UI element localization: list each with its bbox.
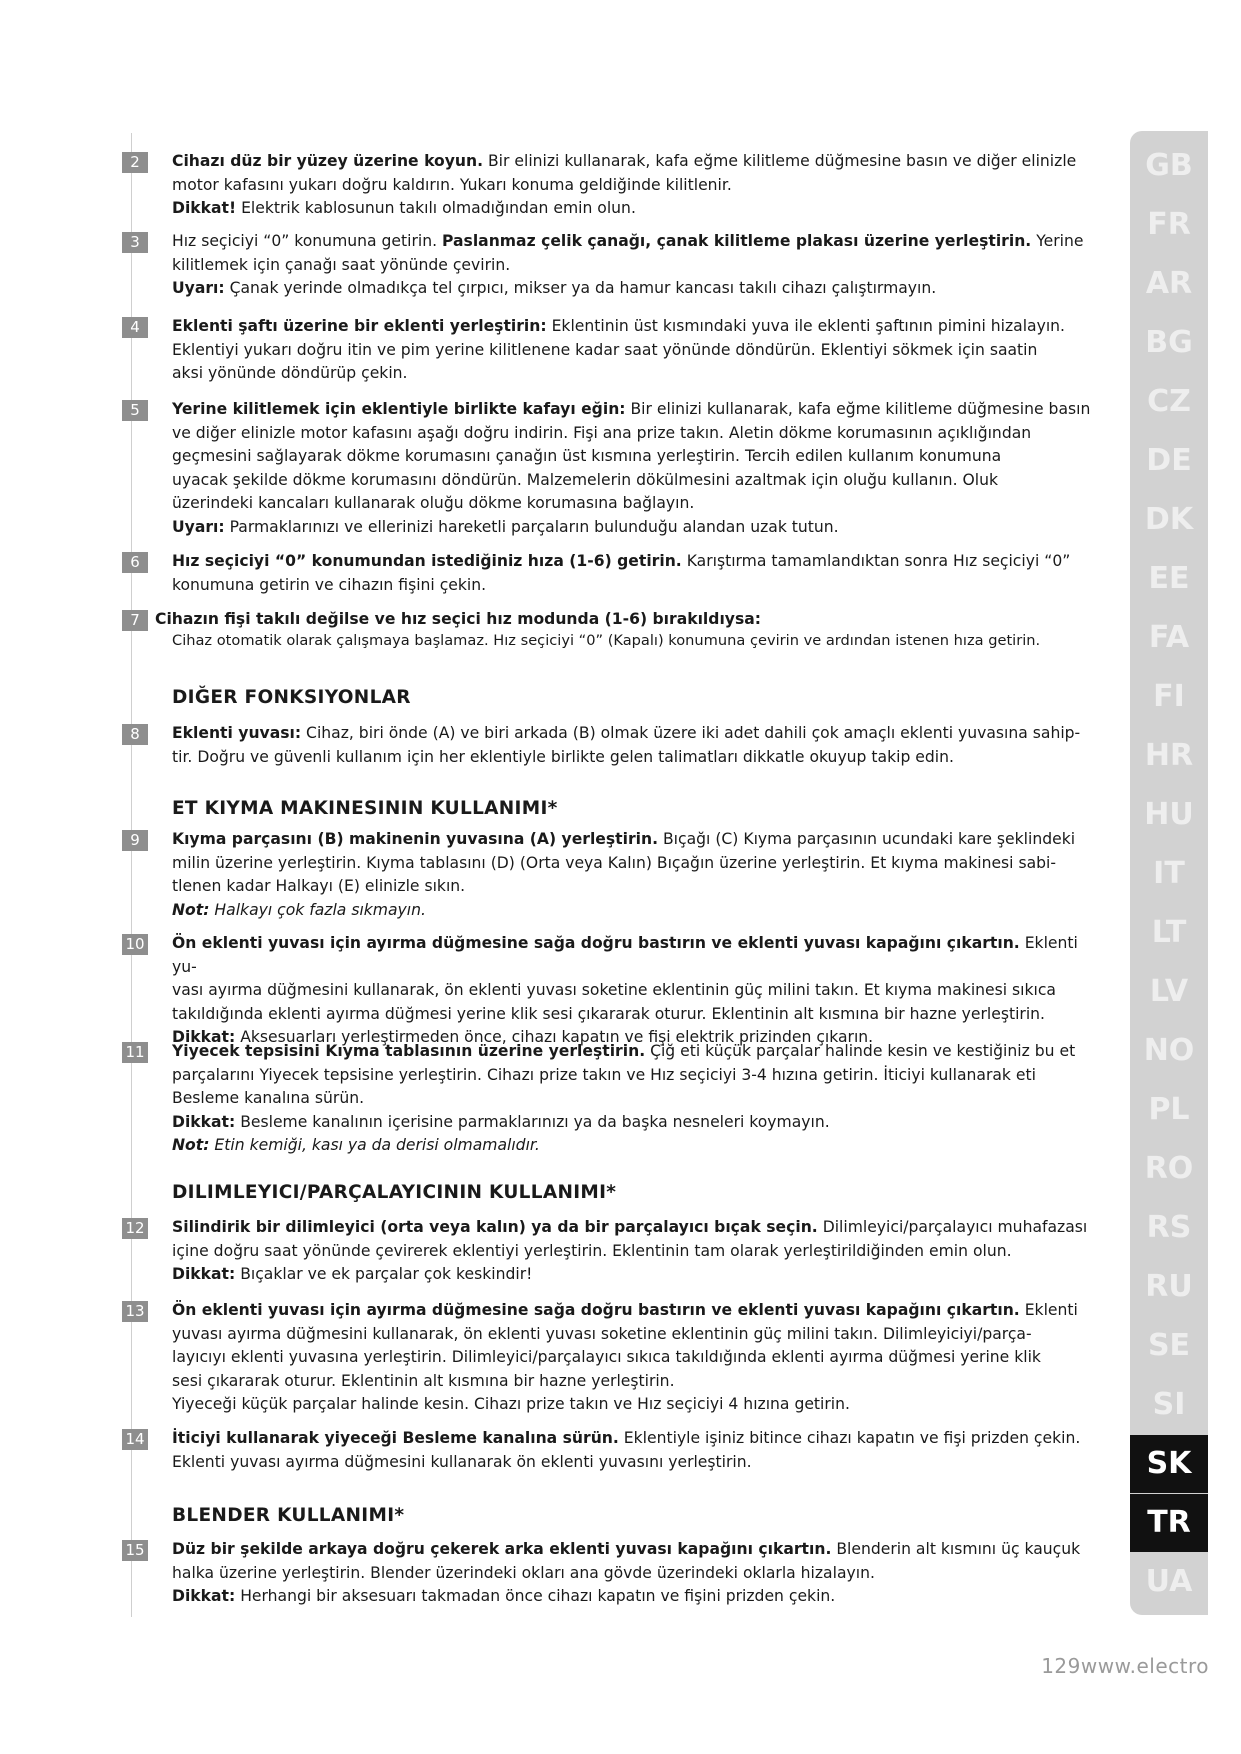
step-text: içine doğru saat yönünde çevirerek eklentiyi yerleştirin. Eklentinin tam olarak yerleştirildiğinden emin olun. — [172, 1241, 1012, 1260]
step-text: Eklentiyle işiniz bitince cihazı kapatın ve fişi prizden çekin. — [618, 1429, 1081, 1447]
note-label: Not: — [172, 1136, 210, 1155]
warning-text: Parmaklarınızı ve ellerinizi hareketli parçaların bulunduğu alandan uzak tutun. — [224, 517, 839, 536]
language-tab-fr: FR — [1147, 207, 1191, 242]
language-tab-pl: PL — [1148, 1092, 1190, 1127]
step-lead: Paslanmaz çelik çanağı, çanak kilitleme plakası üzerine yerleştirin. — [442, 232, 1032, 250]
step-text: Bıçağı (C) Kıyma parçasının ucundaki kare şeklindeki — [658, 830, 1076, 848]
step-number: 7 — [122, 610, 148, 631]
step-text: üzerindeki kancaları kullanarak oluğu dökme korumasına bağlayın. — [172, 494, 695, 513]
language-tab-lv: LV — [1149, 974, 1189, 1009]
step-10 — [122, 932, 1097, 1050]
note-label: Not: — [172, 900, 210, 919]
section-heading-slicer: DILIMLEYICI/PARÇALAYICININ KULLANIMI* — [172, 1182, 617, 1203]
language-tab-de: DE — [1146, 443, 1192, 478]
language-tab-ua: UA — [1145, 1564, 1193, 1599]
step-number: 5 — [122, 400, 148, 421]
warning-text: Aksesuarları yerleştirmeden önce, cihazı kapatın ve fişi elektrik prizinden çıkarın. — [235, 1028, 874, 1047]
step-text: Eklenti — [1019, 1301, 1078, 1319]
language-tab-rs: RS — [1146, 1210, 1192, 1245]
page-footer — [1041, 1654, 1209, 1678]
step-text: Eklenti yu- — [172, 934, 1078, 976]
language-tab-dk: DK — [1144, 502, 1194, 537]
language-tab-no: NO — [1143, 1033, 1195, 1068]
warning-text: Besleme kanalının içerisine parmaklarınızı ya da başka nesneleri koymayın. — [235, 1112, 830, 1131]
step-text: Bir elinizi kullanarak, kafa eğme kilitleme düğmesine basın — [625, 400, 1091, 418]
step-6 — [122, 550, 1097, 597]
warning-text: Elektrik kablosunun takılı olmadığından emin olun. — [236, 199, 636, 218]
step-lead: Eklenti yuvası: — [172, 724, 302, 742]
step-14 — [122, 1427, 1097, 1474]
language-tab-gb: GB — [1145, 148, 1193, 183]
warning-label: Dikkat: — [172, 1587, 236, 1606]
step-number: 10 — [122, 934, 148, 955]
warning-label: Dikkat: — [172, 1112, 236, 1131]
language-tab-ro: RO — [1144, 1151, 1194, 1186]
page-number: 129 — [1041, 1654, 1081, 1678]
warning-text: Bıçaklar ve ek parçalar çok keskindir! — [235, 1265, 533, 1284]
step-text: yuvası ayırma düğmesini kullanarak, ön eklenti yuvası soketine eklentinin güç milini takın. Dilimleyiciyi/parça- — [172, 1324, 1032, 1343]
language-tab-ar: AR — [1145, 266, 1193, 301]
step-text: parçalarını Yiyecek tepsisine yerleştirin. Cihazı prize takın ve Hız seçiciyi 3-4 hızına getirin. İticiyi kullanarak eti — [172, 1065, 1036, 1084]
step-8 — [122, 722, 1097, 769]
step-12 — [122, 1216, 1097, 1287]
step-text: Karıştırma tamamlandıktan sonra Hız seçiciyi “0” — [681, 552, 1071, 570]
step-lead: Ön eklenti yuvası için ayırma düğmesine sağa doğru bastırın ve eklenti yuvası kapağını çıkartın. — [172, 934, 1020, 952]
language-tab-hu: HU — [1144, 797, 1194, 832]
warning-text: Çanak yerinde olmadıkça tel çırpıcı, mikser ya da hamur kancası takılı cihazı çalıştırmayın. — [224, 279, 937, 298]
step-number: 3 — [122, 232, 148, 253]
step-lead: Hız seçiciyi “0” konumundan istediğiniz hıza (1-6) getirin. — [172, 552, 682, 570]
language-tab-se: SE — [1147, 1328, 1191, 1363]
step-lead: İticiyi kullanarak yiyeceği Besleme kanalına sürün. — [172, 1429, 619, 1447]
step-text: Eklentiyi yukarı doğru itin ve pim yerine kilitlenene kadar saat yönünde döndürün. Eklentiyi sökmek için saatin — [172, 340, 1038, 359]
language-tab-bg: BG — [1145, 325, 1193, 360]
step-number: 12 — [122, 1218, 148, 1239]
step-number: 2 — [122, 152, 148, 173]
step-number: 15 — [122, 1540, 148, 1561]
step-text: takıldığında eklenti ayırma düğmesi yerine klik sesi çıkararak oturur. Eklentinin alt kısmına bir hazne yerleştirin. — [172, 1004, 1045, 1023]
step-lead: Yerine kilitlemek için eklentiyle birlikte kafayı eğin: — [172, 400, 626, 418]
step-15 — [122, 1538, 1097, 1609]
language-tab-si: SI — [1152, 1387, 1186, 1422]
step-text: milin üzerine yerleştirin. Kıyma tablasını (D) (Orta veya Kalın) Bıçağın üzerine yerleştirin. Et kıyma makinesi sabi- — [172, 853, 1056, 872]
language-tab-ee: EE — [1148, 561, 1190, 596]
footer-site: www.electro — [1080, 1654, 1209, 1678]
language-tab-tr: TR — [1130, 1494, 1208, 1552]
language-tab-hr: HR — [1144, 738, 1194, 773]
warning-label: Dikkat: — [172, 1265, 236, 1284]
step-text: Cihaz, biri önde (A) ve biri arkada (B) olmak üzere iki adet dahili çok amaçlı eklenti yuvasına sahip- — [301, 724, 1081, 742]
step-text: aksi yönünde döndürüp çekin. — [172, 364, 408, 383]
step-2 — [122, 150, 1097, 221]
language-tab-strip — [1130, 131, 1208, 1615]
step-text: Yerine — [1031, 232, 1084, 250]
step-text: Hız seçiciyi “0” konumuna getirin. — [172, 232, 443, 250]
step-lead: Kıyma parçasını (B) makinenin yuvasına (A) yerleştirin. — [172, 830, 659, 848]
language-tab-fi: FI — [1153, 679, 1185, 714]
language-tab-lt: LT — [1151, 915, 1187, 950]
step-text: tir. Doğru ve güvenli kullanım için her eklentiyle birlikte gelen talimatları dikkatle okuyup takip edin. — [172, 747, 954, 766]
step-text: uyacak şekilde dökme korumasını döndürün. Malzemelerin dökülmesini azaltmak için oluğu kullanın. Oluk — [172, 470, 999, 489]
step-number: 8 — [122, 724, 148, 745]
step-text: sesi çıkararak oturur. Eklentinin alt kısmına bir hazne yerleştirin. — [172, 1371, 675, 1390]
step-3 — [122, 230, 1097, 301]
step-lead: Cihazı düz bir yüzey üzerine koyun. — [172, 152, 484, 170]
step-11 — [122, 1040, 1097, 1158]
step-text: geçmesini sağlayarak dökme korumasını çanağın üst kısmına yerleştirin. Tercih edilen kullanım konumuna — [172, 447, 1002, 466]
step-lead: Yiyecek tepsisini Kıyma tablasının üzerine yerleştirin. — [172, 1042, 646, 1060]
step-text: Eklentinin üst kısmındaki yuva ile eklenti şaftının pimini hizalayın. — [546, 317, 1065, 335]
section-heading-meat-grinder: ET KIYMA MAKINESININ KULLANIMI* — [172, 798, 558, 819]
section-heading-blender: BLENDER KULLANIMI* — [172, 1505, 405, 1526]
step-lead: Düz bir şekilde arkaya doğru çekerek arka eklenti yuvası kapağını çıkartın. — [172, 1540, 832, 1558]
step-7 — [122, 608, 1097, 649]
step-lead: Silindirik bir dilimleyici (orta veya kalın) ya da bir parçalayıcı bıçak seçin. — [172, 1218, 818, 1236]
step-13 — [122, 1299, 1097, 1417]
language-tab-ru: RU — [1145, 1269, 1193, 1304]
step-text: halka üzerine yerleştirin. Blender üzerindeki okları ana gövde üzerindeki oklarla hizalayın. — [172, 1563, 875, 1582]
language-tab-cz: CZ — [1147, 384, 1191, 419]
language-tab-sk: SK — [1130, 1435, 1208, 1493]
warning-label: Uyarı: — [172, 279, 225, 298]
warning-label: Dikkat: — [172, 1028, 236, 1047]
note-text: Halkayı çok fazla sıkmayın. — [209, 900, 426, 919]
warning-label: Uyarı: — [172, 517, 225, 536]
step-number: 14 — [122, 1429, 148, 1450]
step-text: ve diğer elinizle motor kafasını aşağı doğru indirin. Fişi ana prize takın. Aletin dökme korumasının açıklığından — [172, 423, 1032, 442]
note-text: Etin kemiği, kası ya da derisi olmamalıdır. — [209, 1136, 540, 1155]
step-text: tlenen kadar Halkayı (E) elinizle sıkın. — [172, 877, 466, 896]
step-lead: Ön eklenti yuvası için ayırma düğmesine sağa doğru bastırın ve eklenti yuvası kapağını çıkartın. — [172, 1301, 1020, 1319]
step-text: Besleme kanalına sürün. — [172, 1089, 365, 1108]
section-heading-other-functions: DIĞER FONKSIYONLAR — [172, 687, 411, 708]
step-text: motor kafasını yukarı doğru kaldırın. Yukarı konuma geldiğinde kilitlenir. — [172, 175, 732, 194]
step-text: vası ayırma düğmesini kullanarak, ön eklenti yuvası soketine eklentinin güç milini takın. Et kıyma makinesi sıkıca — [172, 981, 1056, 1000]
step-lead: Eklenti şaftı üzerine bir eklenti yerleştirin: — [172, 317, 547, 335]
step-5 — [122, 398, 1097, 540]
step-number: 6 — [122, 552, 148, 573]
step-number: 4 — [122, 317, 148, 338]
step-text: Çiğ eti küçük parçalar halinde kesin ve kestiğiniz bu et — [645, 1042, 1076, 1060]
step-text: kilitlemek için çanağı saat yönünde çevirin. — [172, 255, 511, 274]
step-text: Cihaz otomatik olarak çalışmaya başlamaz. Hız seçiciyi “0” (Kapalı) konumuna çevirin ve ardından istenen hıza getirin. — [172, 631, 1041, 649]
step-text: layıcıyı eklenti yuvasına yerleştirin. Dilimleyici/parçalayıcı sıkıca takıldığında eklenti ayırma düğmesi yerine klik — [172, 1348, 1041, 1367]
step-number: 11 — [122, 1042, 148, 1063]
step-lead: Cihazın fişi takılı değilse ve hız seçici hız modunda (1-6) bırakıldıysa: — [155, 610, 761, 628]
step-4 — [122, 315, 1097, 386]
step-number: 13 — [122, 1301, 148, 1322]
step-text: Yiyeceği küçük parçalar halinde kesin. Cihazı prize takın ve Hız seçiciyi 4 hızına getirin. — [172, 1395, 850, 1414]
warning-label: Dikkat! — [172, 199, 237, 218]
step-number: 9 — [122, 830, 148, 851]
step-text: Dilimleyici/parçalayıcı muhafazası — [817, 1218, 1088, 1236]
warning-text: Herhangi bir aksesuarı takmadan önce cihazı kapatın ve fişini prizden çekin. — [235, 1587, 836, 1606]
language-tab-fa: FA — [1148, 620, 1190, 655]
step-text: Eklenti yuvası ayırma düğmesini kullanarak ön eklenti yuvasını yerleştirin. — [172, 1452, 752, 1471]
step-9 — [122, 828, 1097, 922]
step-text: Bir elinizi kullanarak, kafa eğme kilitleme düğmesine basın ve diğer elinizle — [483, 152, 1077, 170]
step-text: Blenderin alt kısmını üç kauçuk — [831, 1540, 1081, 1558]
language-tab-it: IT — [1153, 856, 1185, 891]
step-text: konumuna getirin ve cihazın fişini çekin. — [172, 575, 487, 594]
